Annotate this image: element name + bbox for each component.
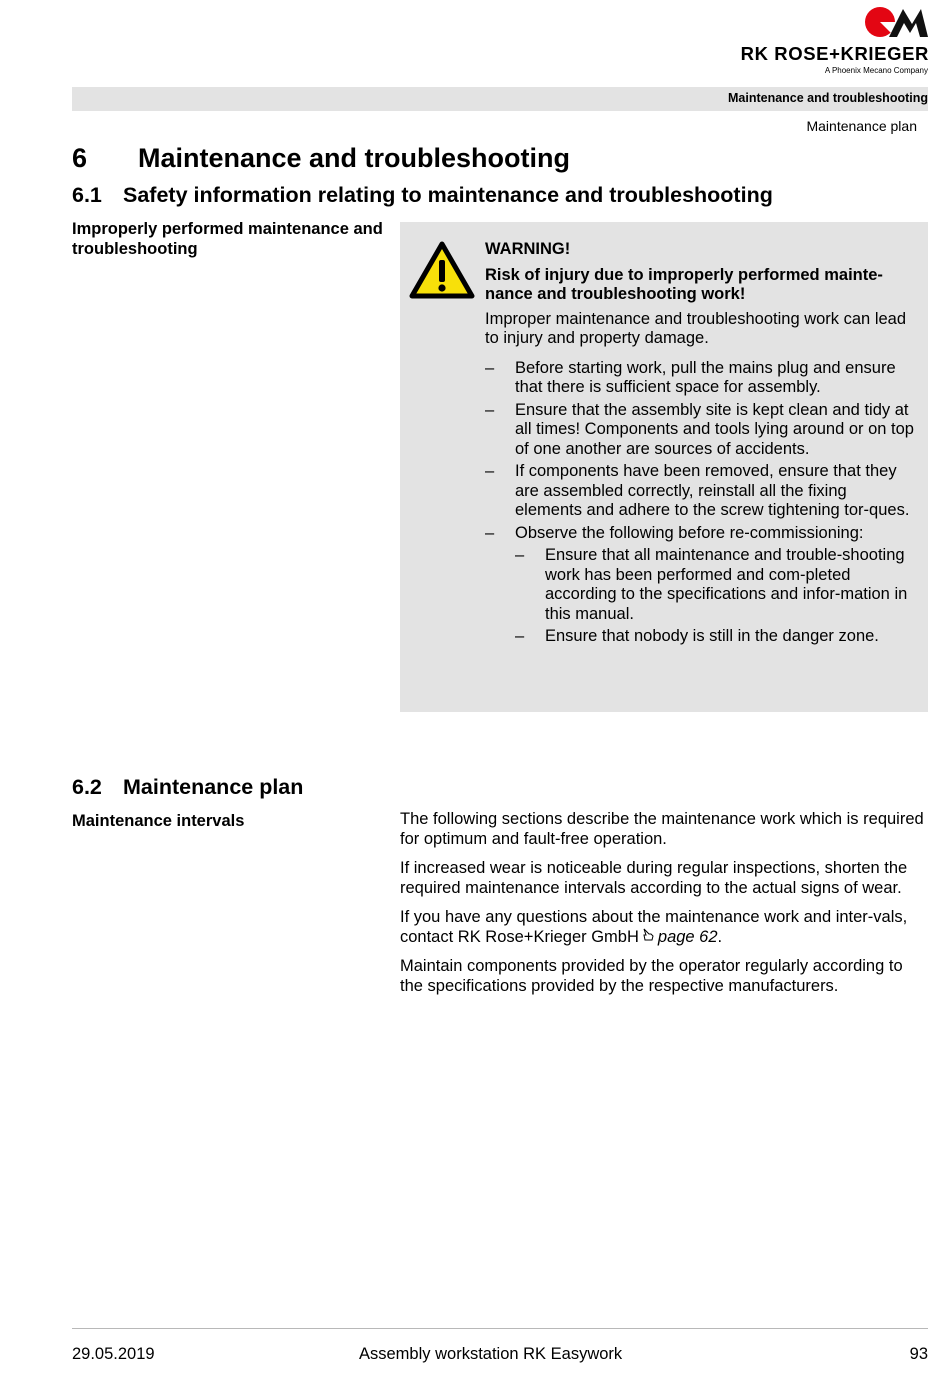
list-dash: – [485, 358, 495, 377]
sub-list-item [515, 627, 917, 647]
pointing-hand-icon [642, 928, 654, 948]
list-item-text: Ensure that all maintenance and trouble-shooting work has been performed and com-pleted according to the specifications and infor-mation in this manual. [545, 546, 908, 623]
header-section-title: Maintenance and troubleshooting [727, 91, 928, 105]
footer-page-number: 93 [909, 1345, 928, 1363]
logo-mark-icon [865, 6, 929, 38]
warning-description: Improper maintenance and troubleshooting work can lead to injury and property damage. [485, 309, 907, 347]
chapter-title: Maintenance and troubleshooting [138, 143, 571, 173]
list-item-text: Ensure that nobody is still in the danger zone. [545, 627, 879, 645]
chapter-heading [72, 143, 570, 174]
paragraph: The following sections describe the maintenance work which is required for optimum and fault-free operation. [400, 810, 924, 848]
section-title: Maintenance plan [123, 775, 304, 799]
maintenance-plan-text [400, 810, 928, 1006]
list-item [485, 401, 917, 460]
logo-name: RK ROSE+KRIEGER [740, 43, 929, 64]
header-subsection-title: Maintenance plan [806, 118, 917, 134]
warning-triangle-icon [409, 241, 475, 299]
paragraph: Maintain components provided by the operator regularly according to the specifications provided by the respective manufacturers. [400, 957, 903, 995]
section-number: 6.1 [72, 183, 102, 207]
list-item-text: Ensure that the assembly site is kept clean and tidy at all times! Components and tools lying around or on top of one another are sources of accidents. [515, 400, 914, 458]
footer-document-title: Assembly workstation RK Easywork [359, 1345, 623, 1363]
chapter-number: 6 [72, 143, 88, 173]
warning-risk: Risk of injury due to improperly performed mainte-nance and troubleshooting work! [485, 265, 883, 303]
contact-text: If you have any questions about the maintenance work and inter-vals, contact RK Rose+Krieger GmbH [400, 908, 908, 946]
section-heading-6-1 [72, 183, 773, 208]
list-dash: – [485, 400, 495, 419]
list-dash: – [515, 546, 525, 564]
section-number: 6.2 [72, 775, 102, 799]
company-logo [733, 6, 929, 74]
contact-paragraph [400, 908, 928, 947]
paragraph-suffix: . [717, 927, 723, 946]
section-title: Safety information relating to maintenance and troubleshooting [123, 183, 773, 207]
sub-list-item [515, 546, 917, 624]
list-item [485, 462, 917, 521]
page-reference-link[interactable]: page 62 [657, 927, 718, 946]
warning-box [400, 222, 928, 712]
section-heading-6-2 [72, 775, 303, 800]
warning-content [485, 240, 917, 650]
paragraph: If increased wear is noticeable during regular inspections, shorten the required maintenance intervals according to the actual signs of wear. [400, 859, 908, 897]
footer-date: 29.05.2019 [72, 1345, 155, 1363]
list-item-text: Before starting work, pull the mains plug and ensure that there is sufficient space for assembly. [515, 358, 896, 396]
list-dash: – [485, 462, 495, 480]
logo-tagline: A Phoenix Mecano Company [824, 66, 928, 75]
footer-divider [72, 1328, 928, 1329]
list-dash: – [485, 523, 495, 542]
list-item [485, 524, 917, 544]
warning-title: WARNING! [485, 240, 571, 258]
list-item-text: If components have been removed, ensure that they are assembled correctly, reinstall all the fixing elements and adhere to the screw tightening tor-ques. [515, 462, 910, 519]
list-item-text: Observe the following before re-commissioning: [515, 523, 864, 542]
list-item [485, 359, 917, 398]
list-dash: – [515, 627, 525, 645]
side-label-6-2: Maintenance intervals [72, 812, 245, 830]
side-label-6-1: Improperly performed maintenance and troubleshooting [72, 220, 383, 258]
